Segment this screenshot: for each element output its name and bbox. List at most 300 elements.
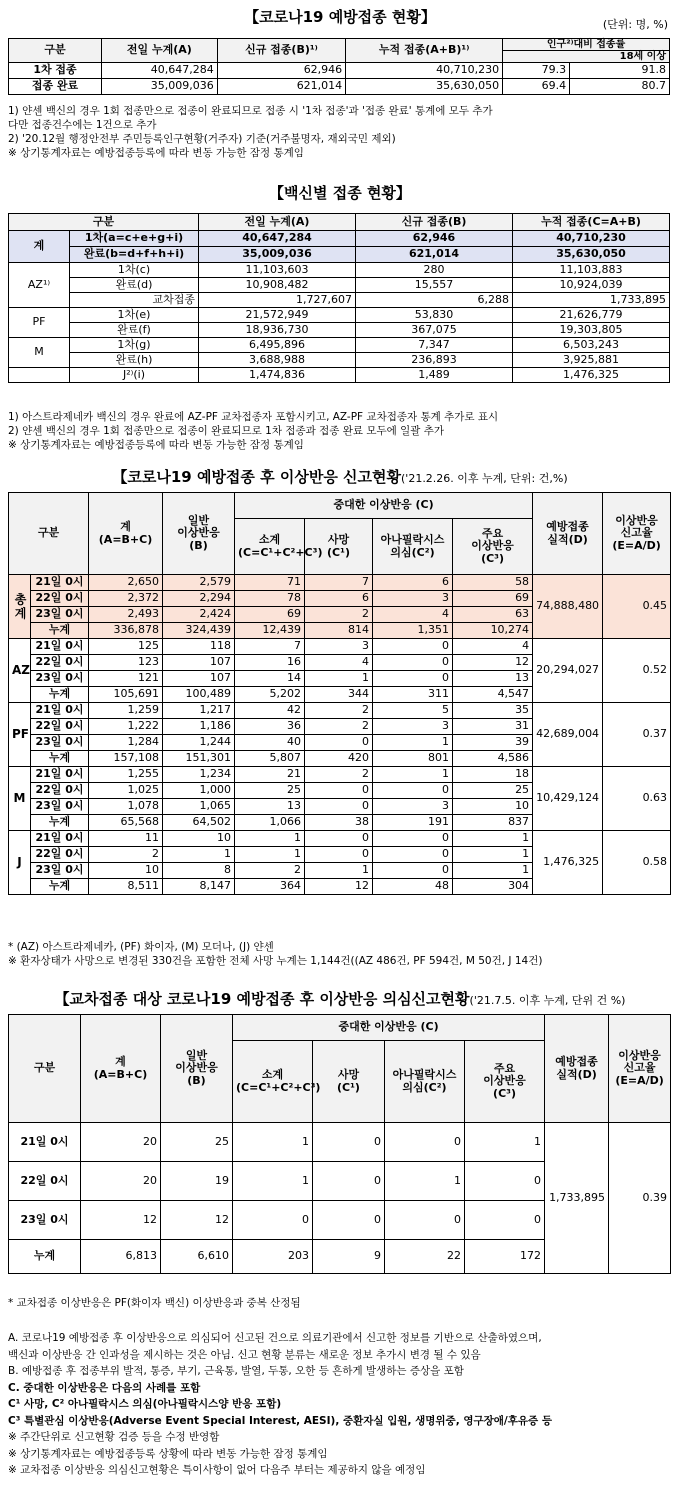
cell: 10,429,124 — [533, 767, 603, 831]
cell: 6,610 — [161, 1240, 233, 1274]
cell: 2 — [305, 607, 373, 623]
adult-header: 18세 이상 — [619, 51, 666, 62]
table-row — [9, 293, 670, 308]
cell: 69.4 — [503, 79, 570, 95]
col-header: 아나필락시스 의심(C²) — [373, 519, 453, 575]
note-line: ※ 환자상태가 사망으로 변경된 330건을 포함한 전체 사망 누계는 1,144건((AZ 486건, PF 594건, M 50건, J 14건) — [8, 955, 543, 967]
cell: 15,557 — [356, 278, 513, 293]
cell: 1,217 — [163, 703, 235, 719]
cell: 2 — [305, 703, 373, 719]
cell: 22일 0시 — [9, 1162, 81, 1201]
note-line: 1) 얀센 백신의 경우 1회 접종만으로 접종이 완료되므로 접종 시 '1차 접종'과 '접종 완료' 통계에 모두 추가 — [8, 105, 493, 117]
cell: 324,439 — [163, 623, 235, 639]
cell: 40,710,230 — [346, 63, 503, 79]
cell: 1차(c) — [70, 263, 199, 278]
cell: 12 — [81, 1201, 161, 1240]
cell: 79.3 — [503, 63, 570, 79]
cell: 20 — [81, 1162, 161, 1201]
cross-note: * 교차접종 이상반응은 PF(화이자 백신) 이상반응과 중복 산정됨 — [8, 1297, 301, 1309]
cell: 13 — [453, 671, 533, 687]
table-row — [9, 63, 670, 79]
cell: 6,503,243 — [513, 338, 670, 353]
header-row — [9, 1015, 671, 1041]
cell: 14 — [235, 671, 305, 687]
cell: 25 — [235, 783, 305, 799]
cell: 3 — [373, 719, 453, 735]
cell: 105,691 — [89, 687, 163, 703]
cell: 1,255 — [89, 767, 163, 783]
note-line: C. 중대한 이상반응은 다음의 사례를 포함 — [8, 1381, 201, 1394]
col-header: 구분 — [9, 1015, 81, 1123]
cell: 0.52 — [603, 639, 671, 703]
cell: 814 — [305, 623, 373, 639]
section-title-row — [0, 466, 680, 487]
col-header: 구분 — [9, 493, 89, 575]
table-row — [9, 323, 670, 338]
cell: 38 — [305, 815, 373, 831]
cell: 12,439 — [235, 623, 305, 639]
cell: 0 — [385, 1201, 465, 1240]
note-line: ※ 상기통계자료는 예방접종등록 상황에 따라 변동 가능한 잠정 통계임 — [8, 1447, 328, 1460]
cell: 19,303,805 — [513, 323, 670, 338]
cell: 121 — [89, 671, 163, 687]
cell: 1 — [385, 1162, 465, 1201]
note-line: 2) 얀센 백신의 경우 1회 접종만으로 접종이 완료되므로 1차 접종과 접종 완료 모두에 일괄 추가 — [8, 425, 445, 437]
cell: 10 — [453, 799, 533, 815]
cell: 157,108 — [89, 751, 163, 767]
table-row — [9, 1123, 671, 1162]
col-header: 신규 접종(B)¹⁾ — [217, 39, 345, 63]
cell: 25 — [161, 1123, 233, 1162]
col-header: 주요 이상반응 (C³) — [465, 1041, 545, 1123]
unit-label: (단위: 명) — [620, 222, 668, 235]
cell: 22 — [385, 1240, 465, 1274]
note-line: ※ 상기통계자료는 예방접종등록에 따라 변동 가능한 잠정 통계임 — [8, 147, 304, 159]
cell: 78 — [235, 591, 305, 607]
cell: 10,274 — [453, 623, 533, 639]
col-header: 사망 (C¹) — [305, 519, 373, 575]
cell: 완료(d) — [70, 278, 199, 293]
cell: 누계 — [31, 751, 89, 767]
cell: 1,476,325 — [533, 831, 603, 895]
cell: 1 — [305, 863, 373, 879]
cell: 100,489 — [163, 687, 235, 703]
cell: 21 — [235, 767, 305, 783]
cell: 62,946 — [217, 63, 345, 79]
notes — [8, 104, 493, 160]
cell: 1 — [373, 767, 453, 783]
section-title-row — [0, 988, 680, 1009]
col-header: 예방접종 실적(D) — [533, 493, 603, 575]
cell: 누계 — [31, 687, 89, 703]
cell: 12 — [305, 879, 373, 895]
vaccination-status-table — [8, 38, 670, 95]
cell: 12 — [453, 655, 533, 671]
cell: 0.58 — [603, 831, 671, 895]
cell: 0.39 — [609, 1123, 671, 1274]
cell: 0 — [313, 1162, 385, 1201]
cell: 35,630,050 — [513, 247, 670, 263]
cell: 완료(f) — [70, 323, 199, 338]
cell: 3 — [373, 799, 453, 815]
cell: 62,946 — [356, 231, 513, 247]
cell: 4 — [305, 655, 373, 671]
cell: 10 — [163, 831, 235, 847]
cell: 1 — [233, 1123, 313, 1162]
cell: 40 — [235, 735, 305, 751]
cell: 21일 0시 — [9, 1123, 81, 1162]
cell: 42,689,004 — [533, 703, 603, 767]
cell: 23일 0시 — [31, 799, 89, 815]
cell: 236,893 — [356, 353, 513, 368]
col-header: 이상반응 신고율 (E=A/D) — [609, 1015, 671, 1123]
cell: 80.7 — [570, 79, 670, 95]
cell: 1 — [235, 847, 305, 863]
cell: 21일 0시 — [31, 639, 89, 655]
row-label: 계 — [9, 231, 70, 263]
cell: 35 — [453, 703, 533, 719]
cell: 42 — [235, 703, 305, 719]
col-header: 일반 이상반응 (B) — [161, 1015, 233, 1123]
notes — [8, 410, 498, 452]
col-header: 전일 누계(A) — [102, 39, 218, 63]
note-line: ※ 교차접종 이상반응 의심신고현황은 특이사항이 없어 다음주 부터는 제공하지 않을 예정임 — [8, 1464, 426, 1476]
cell: 191 — [373, 815, 453, 831]
cell: 7 — [305, 575, 373, 591]
cell: 0 — [305, 783, 373, 799]
col-header: 소계 (C=C¹+C²+C³) — [235, 519, 305, 575]
cell: 63 — [453, 607, 533, 623]
cell: 6,495,896 — [199, 338, 356, 353]
cell: 35,009,036 — [199, 247, 356, 263]
cell: 0.37 — [603, 703, 671, 767]
cell: 64,502 — [163, 815, 235, 831]
cell: 누계 — [31, 879, 89, 895]
section-title: 【교차접종 대상 코로나19 예방접종 후 이상반응 의심신고현황 — [54, 990, 470, 1008]
cell: 1,065 — [163, 799, 235, 815]
cell: 5 — [373, 703, 453, 719]
footer-notes — [8, 1330, 552, 1479]
col-header: 중대한 이상반응 (C) — [235, 493, 533, 519]
cell: 22일 0시 — [31, 783, 89, 799]
col-header: 이상반응 신고율 (E=A/D) — [603, 493, 671, 575]
cell: 누계 — [31, 815, 89, 831]
table-row — [9, 575, 671, 591]
cell: 1,733,895 — [513, 293, 670, 308]
cell: 621,014 — [217, 79, 345, 95]
cell: 2,294 — [163, 591, 235, 607]
col-header: 소계 (C=C¹+C²+C³) — [233, 1041, 313, 1123]
cell: 19 — [161, 1162, 233, 1201]
cell: 11,103,883 — [513, 263, 670, 278]
cell: 53,830 — [356, 308, 513, 323]
cell: 0 — [373, 863, 453, 879]
cell: 6 — [305, 591, 373, 607]
cell: 완료(b=d+f+h+i) — [70, 247, 199, 263]
section-title: 【백신별 접종 현황】 — [269, 184, 411, 202]
note-line: ※ 주간단위로 신고현황 검증 등을 수정 반영함 — [8, 1431, 220, 1443]
col-header: 누적 접종(C=A+B) — [513, 214, 670, 231]
cell: 0 — [373, 831, 453, 847]
cell: 교차접종 — [70, 293, 199, 308]
cell: 23일 0시 — [31, 863, 89, 879]
group-label: PF — [9, 703, 31, 767]
cell: 1 — [235, 831, 305, 847]
cell: 1,727,607 — [199, 293, 356, 308]
cell: 1 — [453, 863, 533, 879]
cell: 4 — [373, 607, 453, 623]
cell: 0.45 — [603, 575, 671, 639]
col-header: 아나필락시스 의심(C²) — [385, 1041, 465, 1123]
cell: 40,647,284 — [199, 231, 356, 247]
cell: 69 — [235, 607, 305, 623]
header-row — [9, 493, 671, 519]
cell: 336,878 — [89, 623, 163, 639]
section-subtitle: ('21.7.5. 이후 누계, 단위 건 %) — [469, 994, 626, 1007]
cell: 0 — [373, 639, 453, 655]
table-row — [9, 767, 671, 783]
col-header: 주요 이상반응 (C³) — [453, 519, 533, 575]
cell: 6,288 — [356, 293, 513, 308]
cell: 2,493 — [89, 607, 163, 623]
cell: 2 — [89, 847, 163, 863]
pop-rate-header: 인구²⁾대비 접종률 — [503, 39, 669, 51]
table-row — [9, 353, 670, 368]
cell: 11 — [89, 831, 163, 847]
cell: 23일 0시 — [9, 1201, 81, 1240]
cell: 36 — [235, 719, 305, 735]
col-header: 구분 — [9, 214, 199, 231]
cell: 누계 — [31, 623, 89, 639]
table-row — [9, 338, 670, 353]
cell: 6 — [373, 575, 453, 591]
cell: 40,647,284 — [102, 63, 218, 79]
unit-label: (단위: 명, %) — [602, 18, 668, 31]
cell: 22일 0시 — [31, 847, 89, 863]
group-label: AZ — [9, 639, 31, 703]
note-line: C¹ 사망, C² 아나필락시스 의심(아나필락시스양 반응 포함) — [8, 1398, 282, 1410]
cell: 12 — [161, 1201, 233, 1240]
cell: 420 — [305, 751, 373, 767]
cell: 18 — [453, 767, 533, 783]
cell: 21일 0시 — [31, 831, 89, 847]
table-row — [9, 231, 670, 247]
cell: 0.63 — [603, 767, 671, 831]
cell: 2,579 — [163, 575, 235, 591]
notes — [8, 940, 542, 968]
section-vaccination-status — [0, 4, 680, 34]
cell: 1,244 — [163, 735, 235, 751]
cell: 0 — [313, 1201, 385, 1240]
col-header: 사망 (C¹) — [313, 1041, 385, 1123]
cell: 304 — [453, 879, 533, 895]
col-header: 계 (A=B+C) — [89, 493, 163, 575]
cell: 125 — [89, 639, 163, 655]
table-row — [9, 263, 670, 278]
cell: 35,009,036 — [102, 79, 218, 95]
table-row — [9, 703, 671, 719]
cell: 16 — [235, 655, 305, 671]
cell: 280 — [356, 263, 513, 278]
cross-vaccination-table — [8, 1014, 671, 1274]
cell: 1,489 — [356, 368, 513, 383]
table-row — [9, 831, 671, 847]
table-row — [9, 639, 671, 655]
cell: 311 — [373, 687, 453, 703]
cell: 39 — [453, 735, 533, 751]
section-subtitle: ('21.2.26. 이후 누계, 단위: 건,%) — [401, 472, 568, 485]
cell: 118 — [163, 639, 235, 655]
cell: 1,078 — [89, 799, 163, 815]
cell: 203 — [233, 1240, 313, 1274]
cell: 364 — [235, 879, 305, 895]
row-label: M — [9, 338, 70, 368]
section-title: 【코로나19 예방접종 현황】 — [244, 8, 436, 26]
cell: 0 — [385, 1123, 465, 1162]
section-title: 【코로나19 예방접종 후 이상반응 신고현황 — [112, 468, 401, 486]
cell: 18,936,730 — [199, 323, 356, 338]
cell: 1,351 — [373, 623, 453, 639]
cell: 0 — [305, 831, 373, 847]
cell: 10,908,482 — [199, 278, 356, 293]
cell: 0 — [305, 799, 373, 815]
vaccine-status-table — [8, 213, 670, 383]
note-line: 백신과 이상반응 간 인과성을 제시하는 것은 아님. 신고 현황 분류는 새로운 정보 추가시 변경 될 수 있음 — [8, 1348, 481, 1361]
cell: 21일 0시 — [31, 703, 89, 719]
note-line: ※ 상기통계자료는 예방접종등록에 따라 변동 가능한 잠정 통계임 — [8, 439, 304, 451]
cell: 91.8 — [570, 63, 670, 79]
note-line: 2) '20.12월 행정안전부 주민등록인구현황(거주자) 기준(거주불명자, 재외국민 제외) — [8, 133, 396, 145]
cell: 누계 — [9, 1240, 81, 1274]
group-label: M — [9, 767, 31, 831]
cell: 1 — [163, 847, 235, 863]
cell: 21일 0시 — [31, 575, 89, 591]
table-row — [9, 368, 670, 383]
cell: 151,301 — [163, 751, 235, 767]
cell: 1차(g) — [70, 338, 199, 353]
cell: 1 — [453, 847, 533, 863]
cell: 22일 0시 — [31, 655, 89, 671]
col-header: 구분 — [9, 39, 102, 63]
cell: 23일 0시 — [31, 607, 89, 623]
cell: 2 — [235, 863, 305, 879]
col-header: 계 (A=B+C) — [81, 1015, 161, 1123]
cell: 8,147 — [163, 879, 235, 895]
cell: 10,924,039 — [513, 278, 670, 293]
cell: 9 — [313, 1240, 385, 1274]
cell: 58 — [453, 575, 533, 591]
group-label: J — [9, 831, 31, 895]
cell: 5,807 — [235, 751, 305, 767]
note-line: B. 예방접종 후 접종부위 발적, 통증, 부기, 근육통, 발열, 두통, 오한 등 흔하게 발생하는 증상을 포함 — [8, 1365, 464, 1377]
col-header: 신규 접종(B) — [356, 214, 513, 231]
cell: 2 — [305, 767, 373, 783]
col-header: 누적 접종(A+B)¹⁾ — [346, 39, 503, 63]
cell: 0 — [305, 735, 373, 751]
adverse-reaction-table — [8, 492, 671, 895]
cell: 23일 0시 — [31, 671, 89, 687]
cell: 2,650 — [89, 575, 163, 591]
cell: 10 — [89, 863, 163, 879]
cell: 1,284 — [89, 735, 163, 751]
cell: 1,234 — [163, 767, 235, 783]
table-row — [9, 79, 670, 95]
cell: 21,626,779 — [513, 308, 670, 323]
table-row — [9, 278, 670, 293]
cell: 367,075 — [356, 323, 513, 338]
note-line: 1) 아스트라제네카 백신의 경우 완료에 AZ-PF 교차접종자 포함시키고, AZ-PF 교차접종자 통계 추가로 표시 — [8, 411, 499, 423]
cell: 123 — [89, 655, 163, 671]
note-line: * (AZ) 아스트라제네카, (PF) 화이자, (M) 모더나, (J) 얀센 — [8, 941, 274, 953]
cell: 1 — [305, 671, 373, 687]
cell: 1차(a=c+e+g+i) — [70, 231, 199, 247]
col-header: 전일 누계(A) — [199, 214, 356, 231]
cell: 69 — [453, 591, 533, 607]
cell: 23일 0시 — [31, 735, 89, 751]
col-header: 예방접종 실적(D) — [545, 1015, 609, 1123]
cell: 65,568 — [89, 815, 163, 831]
cell: 621,014 — [356, 247, 513, 263]
col-header: 중대한 이상반응 (C) — [233, 1015, 545, 1041]
cell: 1 — [373, 735, 453, 751]
cell: 11,103,603 — [199, 263, 356, 278]
cell: 0 — [373, 783, 453, 799]
table-row — [9, 308, 670, 323]
cell: 25 — [453, 783, 533, 799]
col-header: 일반 이상반응 (B) — [163, 493, 235, 575]
cell: 5,202 — [235, 687, 305, 703]
cell: 0 — [233, 1201, 313, 1240]
cell: 71 — [235, 575, 305, 591]
cell: 0 — [465, 1162, 545, 1201]
cell: J²⁾(i) — [70, 368, 199, 383]
cell: 1,259 — [89, 703, 163, 719]
cell: 3 — [373, 591, 453, 607]
note-line: 다만 접종건수에는 1건으로 추가 — [8, 119, 157, 131]
cell: 3,688,988 — [199, 353, 356, 368]
cell: 837 — [453, 815, 533, 831]
cell: 1,476,325 — [513, 368, 670, 383]
cell: 2 — [305, 719, 373, 735]
cell: 40,710,230 — [513, 231, 670, 247]
cell: 2,424 — [163, 607, 235, 623]
cell: 1,000 — [163, 783, 235, 799]
cell: 172 — [465, 1240, 545, 1274]
cell: 6,813 — [81, 1240, 161, 1274]
cell: 7 — [235, 639, 305, 655]
cell: 0 — [373, 847, 453, 863]
row-label: 접종 완료 — [9, 79, 102, 95]
cell: 2,372 — [89, 591, 163, 607]
cell: 1 — [465, 1123, 545, 1162]
note-line: C³ 특별관심 이상반응(Adverse Event Special Interest, AESI), 중환자실 입원, 생명위중, 영구장애/후유증 등 — [8, 1414, 552, 1427]
cell: 4 — [453, 639, 533, 655]
cell: 20,294,027 — [533, 639, 603, 703]
cell: 20 — [81, 1123, 161, 1162]
cell: 344 — [305, 687, 373, 703]
cell: 13 — [235, 799, 305, 815]
cell: 0 — [465, 1201, 545, 1240]
cell: 22일 0시 — [31, 591, 89, 607]
cell: 1,733,895 — [545, 1123, 609, 1274]
cell: 35,630,050 — [346, 79, 503, 95]
table-row — [9, 247, 670, 263]
cell: 48 — [373, 879, 453, 895]
row-label: 1차 접종 — [9, 63, 102, 79]
row-label: AZ¹⁾ — [9, 263, 70, 308]
cell: 1 — [453, 831, 533, 847]
cell: 3 — [305, 639, 373, 655]
